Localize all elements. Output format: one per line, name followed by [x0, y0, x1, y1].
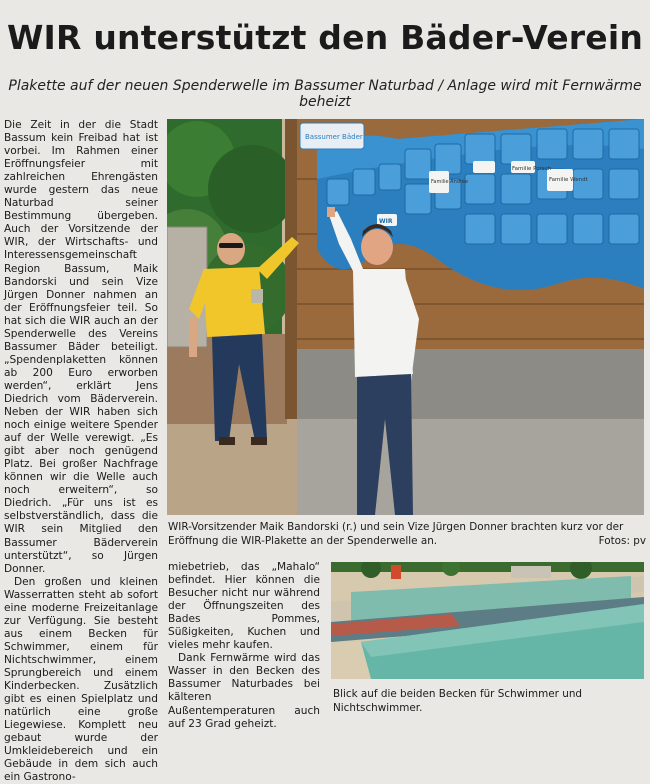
plaque-text: Familie Porsch — [512, 166, 552, 172]
photo-pool — [331, 562, 644, 679]
plaque-text: Familie Wendt — [549, 177, 588, 183]
plaque-text: WIR — [379, 218, 393, 225]
sign-text: Bassumer Bäder — [305, 133, 363, 141]
paragraph: miebetrieb, das „Mahalo“ befindet. Hier können die Besucher nicht nur während der Öffnungszeiten des Bades Pommes, Süßigkeiten, Kuchen und vieles mehr kaufen. — [168, 561, 320, 652]
caption-text: WIR-Vorsitzender Maik Bandorski (r.) und sein Vize Jürgen Donner brachten kurz vor der Eröffnung die WIR-Plakette an der Spenderwelle an. — [168, 521, 624, 547]
photo-caption — [168, 520, 646, 548]
paragraph: Die Zeit in der die Stadt Bassum kein Freibad hat ist vorbei. Im Rahmen einer Eröffnungsfeier mit zahlreichen Ehrengästen wurde gestern das neue Naturbad seiner Bestimmung übergeben. Auch der Vorsitzende der WIR, der Wirtschafts- und Interessensgemeinschaft Region Bassum, Maik Bandorski und sein Vize Jürgen Donner nahmen an der Eröffnungsfeier teil. So hat sich die WIR auch an der Spenderwelle des Vereins Bassumer Bäder beteiligt. „Spendenplaketten können ab 200 Euro erworben werden“, erklärt Jens Diedrich vom Bäderverein. Neben der WIR haben sich noch einige weitere Spender auf der Welle verewigt. „Es gibt aber noch genügend Platz. Bei großer Nachfrage können wir die Welle auch noch erweitern“, so Diedrich. „Für uns ist es selbstverständlich, dass die WIR sein Mitglied den Bassumer Bäderverein unterstützt“, so Jürgen Donner. — [4, 119, 158, 575]
paragraph: Dank Fernwärme wird das Wasser in den Becken des Bassumer Naturbades bei kälteren Außentemperaturen auch auf 23 Grad geheizt. — [168, 652, 320, 730]
paragraph: Den großen und kleinen Wasserratten steht ab sofort eine moderne Freizeitanlage zur Verfügung. Sie besteht aus einem Becken für Schwimmer, einem für Nichtschwimmer, einem Sprungbereich und einem Kinderbecken. Zusätzlich gibt es einen Spielplatz und natürlich eine große Liegewiese. Komplett neu gebaut wurde der Umkleidebereich und ein Gebäude in dem sich auch ein Gastrono- — [4, 575, 158, 784]
subheadline: Plakette auf der neuen Spenderwelle im Bassumer Naturbad / Anlage wird mit Fernwärme beheizt — [8, 78, 642, 110]
plaque-text: Familie Andrée — [431, 179, 469, 185]
headline: WIR unterstützt den Bäder-Verein — [6, 18, 644, 57]
article-column-1 — [4, 119, 158, 784]
photo-donor-wave — [167, 119, 644, 515]
photo-caption: Blick auf die beiden Becken für Schwimmer und Nichtschwimmer. — [333, 688, 583, 714]
article-column-2 — [168, 561, 320, 731]
photo-credit: Fotos: pv — [598, 535, 646, 547]
